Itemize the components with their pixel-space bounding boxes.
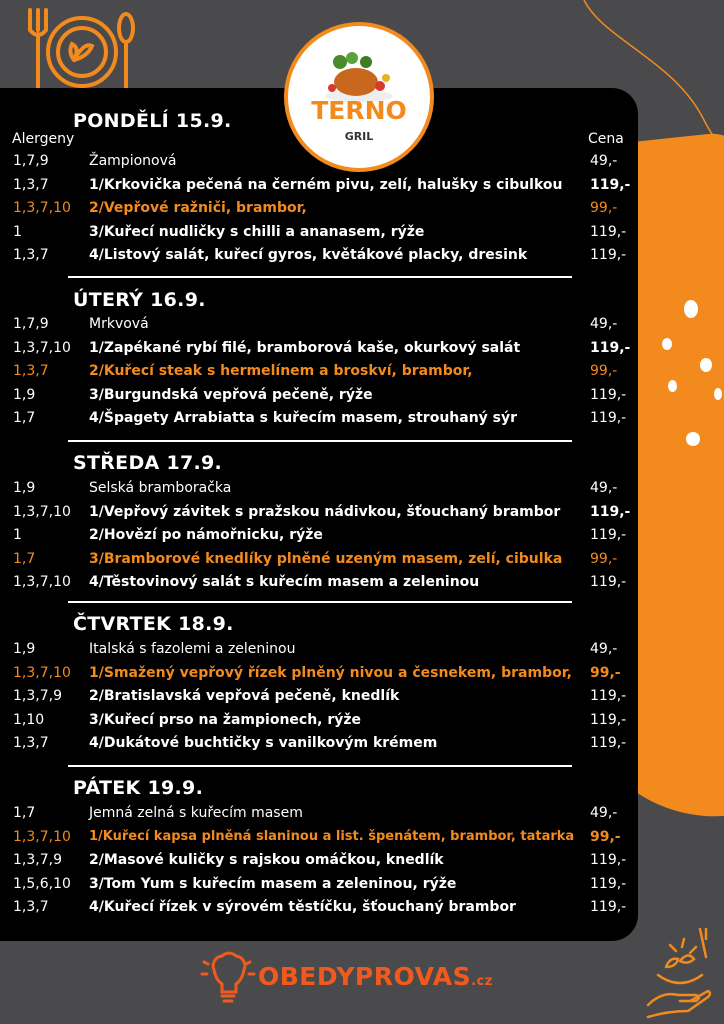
- dish-name: Žampionová: [89, 153, 177, 169]
- dish-name: 1/Vepřový závitek s pražskou nádivkou, šťouchaný brambor: [89, 503, 561, 520]
- price: 119,-: [590, 339, 631, 356]
- price: 99,-: [590, 200, 618, 216]
- day-title: ČTVRTEK 18.9.: [73, 613, 234, 635]
- price: 99,-: [590, 828, 621, 845]
- dish-name: 1/Smažený vepřový řízek plněný nivou a česnekem, brambor,: [89, 664, 572, 681]
- dish-name: 1/Zapékané rybí filé, bramborová kaše, okurkový salát: [89, 339, 521, 356]
- day-title: ÚTERÝ 16.9.: [73, 289, 206, 311]
- price: 99,-: [590, 550, 618, 567]
- day-title: PÁTEK 19.9.: [73, 777, 204, 799]
- price: 119,-: [590, 410, 627, 426]
- dish-name: 1/Kuřecí kapsa plněná slaninou a list. špenátem, brambor, tatarka: [89, 828, 575, 844]
- menu-row: [0, 551, 638, 573]
- allergens: 1,10: [13, 711, 45, 728]
- dot-decoration: [714, 388, 722, 400]
- allergens: 1,3,7,9: [13, 852, 62, 868]
- allergens: 1,3,7,10: [13, 339, 71, 356]
- dish-name: Italská s fazolemi a zeleninou: [89, 641, 296, 657]
- allergens: 1,9: [13, 386, 36, 403]
- dish-name: 2/Masové kuličky s rajskou omáčkou, knedlík: [89, 852, 444, 868]
- allergens: 1,3,7,10: [13, 574, 71, 590]
- price: 119,-: [590, 503, 631, 520]
- price: 119,-: [590, 852, 627, 868]
- price: 119,-: [590, 386, 627, 403]
- day-separator: [68, 765, 572, 767]
- price: 49,-: [590, 641, 618, 657]
- terno-gril-logo: [284, 22, 434, 172]
- menu-row: [0, 200, 638, 222]
- dish-name: 4/Kuřecí řízek v sýrovém těstíčku, šťouchaný brambor: [89, 899, 516, 915]
- price: 49,-: [590, 805, 618, 821]
- allergens: 1,7,9: [13, 316, 49, 332]
- allergens: 1,3,7: [13, 363, 49, 379]
- allergens: 1,3,7: [13, 247, 49, 263]
- day-title: PONDĚLÍ 15.9.: [73, 110, 232, 132]
- dish-name: 3/Kuřecí prso na žampionech, rýže: [89, 711, 362, 728]
- dish-name: Jemná zelná s kuřecím masem: [89, 805, 303, 821]
- dish-name: 3/Bramborové knedlíky plněné uzeným masem, zelí, cibulka: [89, 550, 563, 567]
- footer-tld: .cz: [471, 974, 493, 989]
- menu-row: [0, 224, 638, 246]
- allergens: 1,7: [13, 550, 36, 567]
- allergens: 1,9: [13, 480, 36, 496]
- allergens: 1,3,7,10: [13, 503, 71, 520]
- dot-decoration: [686, 432, 700, 446]
- allergens: 1,3,7: [13, 899, 49, 915]
- dish-name: 2/Hovězí po námořnicku, rýže: [89, 527, 323, 543]
- dish-name: 1/Krkovička pečená na černém pivu, zelí, halušky s cibulkou: [89, 176, 563, 193]
- dish-name: 3/Burgundská vepřová pečeně, rýže: [89, 386, 373, 403]
- obedyprovas-logo: [180, 948, 493, 1008]
- dish-name: Selská bramboračka: [89, 480, 232, 496]
- allergens: 1,3,7,10: [13, 664, 71, 681]
- dot-decoration: [684, 300, 698, 318]
- price: 119,-: [590, 223, 627, 240]
- menu-row: [0, 316, 638, 338]
- allergens: 1,3,7: [13, 735, 49, 751]
- price: 119,-: [590, 176, 631, 193]
- price: 49,-: [590, 480, 618, 496]
- brand-subtitle: GRIL: [344, 130, 374, 143]
- dish-name: 4/Těstovinový salát s kuřecím masem a zeleninou: [89, 574, 480, 590]
- price: 99,-: [590, 664, 621, 681]
- plate-cutlery-icon: [22, 8, 142, 88]
- price-header: Cena: [588, 131, 624, 147]
- price: 119,-: [590, 688, 627, 704]
- allergens: 1,7,9: [13, 153, 49, 169]
- allergens: 1,3,7,10: [13, 828, 71, 845]
- menu-row: [0, 735, 638, 757]
- day-separator: [68, 440, 572, 442]
- chef-lightbulb-icon: [200, 948, 256, 1008]
- price: 119,-: [590, 875, 627, 892]
- dot-decoration: [662, 338, 672, 350]
- price: 49,-: [590, 316, 618, 332]
- menu-row: [0, 876, 638, 898]
- allergens: 1,3,7,10: [13, 200, 71, 216]
- menu-row: [0, 504, 638, 526]
- price: 119,-: [590, 574, 627, 590]
- dish-name: 2/Vepřové ražniči, brambor,: [89, 200, 307, 216]
- menu-row: [0, 177, 638, 199]
- day-separator: [68, 601, 572, 603]
- dish-name: 3/Kuřecí nudličky s chilli a ananasem, rýže: [89, 223, 425, 240]
- menu-row: [0, 852, 638, 874]
- footer-brand: OBEDYPROVAS: [258, 962, 472, 991]
- dot-decoration: [668, 380, 677, 392]
- menu-row: [0, 805, 638, 827]
- allergens-header: Alergeny: [12, 131, 75, 147]
- allergens: 1,7: [13, 410, 36, 426]
- menu-row: [0, 574, 638, 596]
- dish-name: 2/Bratislavská vepřová pečeně, knedlík: [89, 688, 400, 704]
- menu-row: [0, 387, 638, 409]
- hand-plate-icon: [640, 925, 720, 1020]
- price: 119,-: [590, 899, 627, 915]
- price: 119,-: [590, 735, 627, 751]
- brand-name: TERNO: [311, 96, 407, 125]
- price: 119,-: [590, 711, 627, 728]
- allergens: 1,9: [13, 641, 36, 657]
- allergens: 1: [13, 527, 22, 543]
- menu-row: [0, 340, 638, 362]
- allergens: 1: [13, 223, 22, 240]
- price: 49,-: [590, 153, 618, 169]
- dish-name: 4/Listový salát, kuřecí gyros, květákové placky, dresink: [89, 247, 528, 263]
- dish-name: 4/Dukátové buchtičky s vanilkovým krémem: [89, 735, 438, 751]
- menu-row: [0, 829, 638, 851]
- price: 119,-: [590, 527, 627, 543]
- dish-name: 3/Tom Yum s kuřecím masem a zeleninou, rýže: [89, 875, 457, 892]
- allergens: 1,5,6,10: [13, 875, 71, 892]
- dish-name: Mrkvová: [89, 316, 149, 332]
- day-separator: [68, 276, 572, 278]
- menu-row: [0, 665, 638, 687]
- dot-decoration: [700, 358, 712, 372]
- menu-row: [0, 527, 638, 549]
- menu-row: [0, 899, 638, 921]
- menu-row: [0, 247, 638, 269]
- allergens: 1,3,7: [13, 176, 49, 193]
- dish-name: 4/Špagety Arrabiatta s kuřecím masem, strouhaný sýr: [89, 410, 518, 426]
- menu-row: [0, 688, 638, 710]
- menu-row: [0, 480, 638, 502]
- allergens: 1,3,7,9: [13, 688, 62, 704]
- price: 119,-: [590, 247, 627, 263]
- menu-row: [0, 410, 638, 432]
- dish-name: 2/Kuřecí steak s hermelínem a broskví, brambor,: [89, 363, 473, 379]
- price: 99,-: [590, 363, 618, 379]
- menu-row: [0, 363, 638, 385]
- day-title: STŘEDA 17.9.: [73, 452, 223, 474]
- allergens: 1,7: [13, 805, 36, 821]
- menu-row: [0, 641, 638, 663]
- menu-row: [0, 712, 638, 734]
